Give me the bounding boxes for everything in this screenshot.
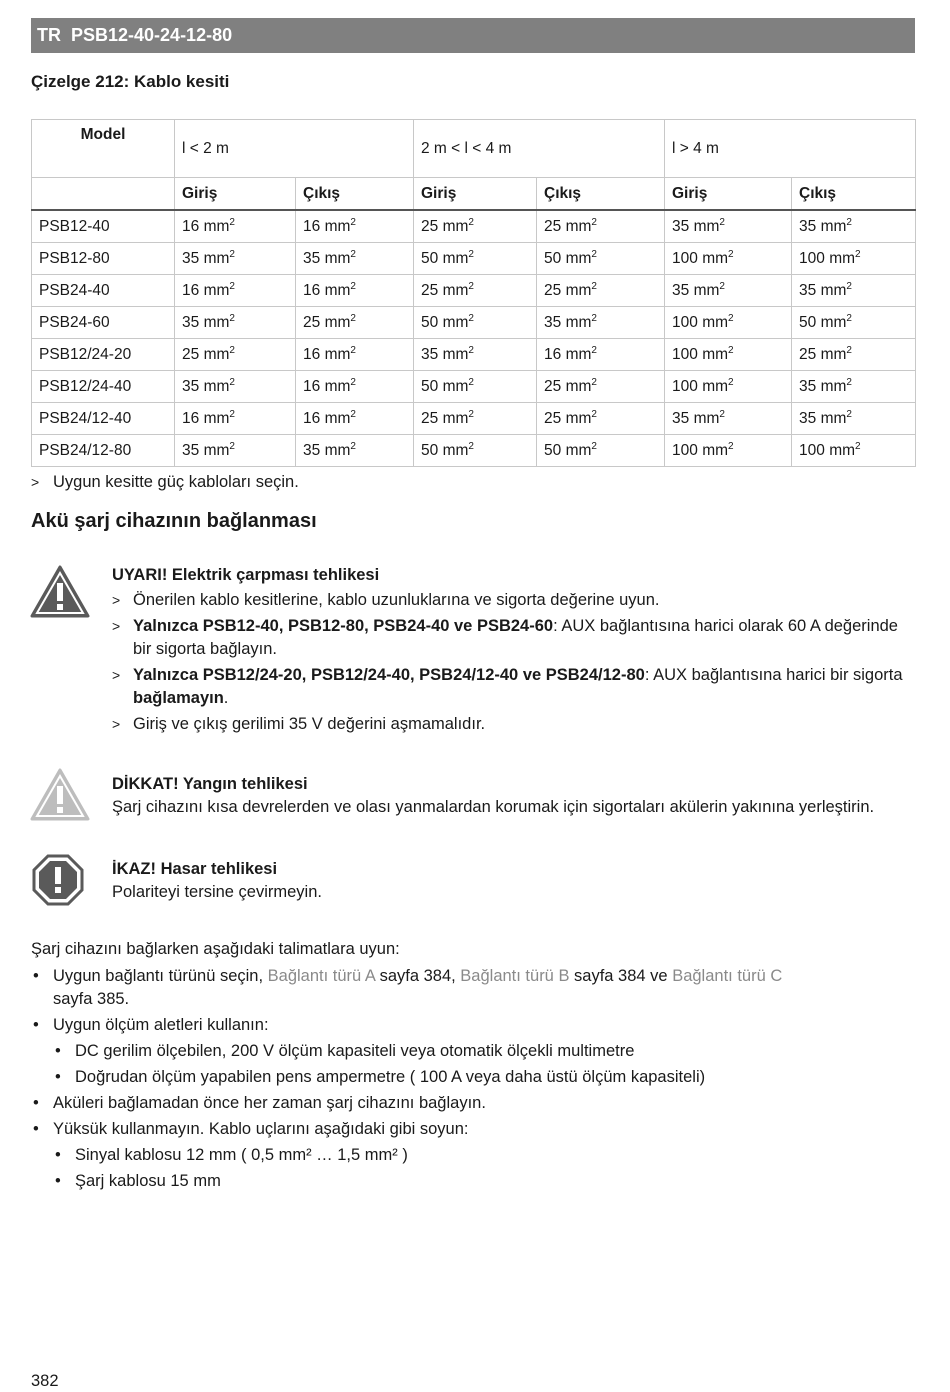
list-item: • Uygun bağlantı türünü seçin, Bağlantı türü A sayfa 384, Bağlantı türü B sayfa 384 ve Bağlantı türü C sayfa 385. <box>31 965 911 1011</box>
model-cell: PSB24-60 <box>32 307 175 339</box>
input-header: Giriş <box>414 178 537 211</box>
instructions-intro: Şarj cihazını bağlarken aşağıdaki talimatlara uyun: <box>31 940 400 958</box>
table-row <box>32 307 916 339</box>
model-cell: PSB24-40 <box>32 275 175 307</box>
arrow-marker: > <box>112 667 121 683</box>
cross-section-cell: 16 $mm^2$ <box>296 339 414 371</box>
cross-section-cell: 25 $mm^2$ <box>296 307 414 339</box>
cross-section-cell: 35 $mm^2$ <box>175 435 296 467</box>
page-header <box>31 18 915 53</box>
warning-item: > Giriş ve çıkış gerilimi 35 V değerini aşmamalıdır. <box>112 713 912 736</box>
list-item: • Uygun ölçüm aletleri kullanın: • DC gerilim ölçebilen, 200 V ölçüm kapasiteli veya otomatik ölçekli multimetre • Doğrudan ölçüm yapabilen pens ampermetre ( 100 A veya daha üstü ölçüm kapasiteli) <box>31 1014 911 1089</box>
sub-list-item: • Şarj kablosu 15 mm <box>53 1170 911 1193</box>
link-connection-type-c[interactable]: Bağlantı türü C <box>672 967 783 985</box>
cross-section-cell: 16 $mm^2$ <box>296 403 414 435</box>
fire-caution <box>112 773 912 819</box>
cross-section-cell: 50 $mm^2$ <box>792 307 916 339</box>
cross-section-cell: 35 $mm^2$ <box>792 403 916 435</box>
cross-section-cell: 35 $mm^2$ <box>175 371 296 403</box>
cross-section-cell: 50 $mm^2$ <box>414 371 537 403</box>
table-row <box>32 435 916 467</box>
range-header-long: l > 4 m <box>665 120 916 178</box>
range-header-medium: 2 m < l < 4 m <box>414 120 665 178</box>
cross-section-cell: 35 $mm^2$ <box>175 307 296 339</box>
output-header: Çıkış <box>792 178 916 211</box>
cable-cross-section-table <box>31 119 916 467</box>
notice-octagon-icon <box>32 854 84 906</box>
cross-section-cell: 35 $mm^2$ <box>296 435 414 467</box>
cross-section-cell: 16 $mm^2$ <box>175 210 296 243</box>
cross-section-cell: 16 $mm^2$ <box>296 275 414 307</box>
cross-section-cell: 100 $mm^2$ <box>665 243 792 275</box>
table-row <box>32 243 916 275</box>
cross-section-cell: 35 $mm^2$ <box>792 210 916 243</box>
section-title: Akü şarj cihazının bağlanması <box>31 510 317 532</box>
cross-section-cell: 35 $mm^2$ <box>175 243 296 275</box>
sub-list-item: • Sinyal kablosu 12 mm ( 0,5 mm² … 1,5 mm² ) <box>53 1144 911 1167</box>
cross-section-cell: 25 $mm^2$ <box>175 339 296 371</box>
blank-header-cell <box>32 178 175 211</box>
cross-section-cell: 35 $mm^2$ <box>537 307 665 339</box>
arrow-marker: > <box>112 618 121 634</box>
warning-title: UYARI! Elektrik çarpması tehlikesi <box>112 566 380 584</box>
cross-section-cell: 16 $mm^2$ <box>537 339 665 371</box>
warning-triangle-icon <box>30 565 90 618</box>
warning-item: > Önerilen kablo kesitlerine, kablo uzunluklarına ve sigorta değerine uyun. <box>112 589 912 612</box>
cable-note <box>31 473 299 492</box>
cross-section-cell: 50 $mm^2$ <box>414 435 537 467</box>
table-row <box>32 339 916 371</box>
table-sub-header-row <box>32 178 916 211</box>
range-header-short: l < 2 m <box>175 120 414 178</box>
cross-section-cell: 100 $mm^2$ <box>665 435 792 467</box>
cross-section-cell: 35 $mm^2$ <box>665 403 792 435</box>
model-cell: PSB12-40 <box>32 210 175 243</box>
caution-triangle-icon <box>30 768 90 821</box>
list-item: • Aküleri bağlamadan önce her zaman şarj cihazını bağlayın. <box>31 1092 911 1115</box>
cross-section-cell: 100 $mm^2$ <box>792 435 916 467</box>
cross-section-cell: 100 $mm^2$ <box>665 371 792 403</box>
output-header: Çıkış <box>296 178 414 211</box>
link-connection-type-a[interactable]: Bağlantı türü A <box>267 967 375 985</box>
link-connection-type-b[interactable]: Bağlantı türü B <box>460 967 570 985</box>
cross-section-cell: 50 $mm^2$ <box>537 243 665 275</box>
cross-section-cell: 25 $mm^2$ <box>414 210 537 243</box>
input-header: Giriş <box>175 178 296 211</box>
cross-section-cell: 25 $mm^2$ <box>537 275 665 307</box>
cross-section-cell: 25 $mm^2$ <box>792 339 916 371</box>
cross-section-cell: 35 $mm^2$ <box>792 275 916 307</box>
list-item: • Yüksük kullanmayın. Kablo uçlarını aşağıdaki gibi soyun: • Sinyal kablosu 12 mm ( 0,5 mm² … 1,5 mm² ) • Şarj kablosu 15 mm <box>31 1118 911 1193</box>
connection-instructions <box>31 938 911 1196</box>
arrow-marker: > <box>112 592 121 608</box>
cross-section-cell: 100 $mm^2$ <box>792 243 916 275</box>
note-text: Uygun kesitte güç kabloları seçin. <box>53 473 299 491</box>
model-cell: PSB24/12-80 <box>32 435 175 467</box>
cross-section-cell: 16 $mm^2$ <box>175 275 296 307</box>
cross-section-cell: 35 $mm^2$ <box>792 371 916 403</box>
table-row <box>32 275 916 307</box>
notice-text: Polariteyi tersine çevirmeyin. <box>112 883 322 901</box>
electric-shock-warning <box>112 564 912 739</box>
model-cell: PSB12/24-20 <box>32 339 175 371</box>
caution-text: Şarj cihazını kısa devrelerden ve olası yanmalardan korumak için sigortaları akülerin yakınına yerleştirin. <box>112 798 875 816</box>
cross-section-cell: 16 $mm^2$ <box>296 371 414 403</box>
cross-section-cell: 50 $mm^2$ <box>537 435 665 467</box>
output-header: Çıkış <box>537 178 665 211</box>
cross-section-cell: 25 $mm^2$ <box>537 210 665 243</box>
cross-section-cell: 16 $mm^2$ <box>175 403 296 435</box>
sub-list-item: • DC gerilim ölçebilen, 200 V ölçüm kapasiteli veya otomatik ölçekli multimetre <box>53 1040 911 1063</box>
model-cell: PSB24/12-40 <box>32 403 175 435</box>
cross-section-cell: 16 $mm^2$ <box>296 210 414 243</box>
damage-notice <box>112 858 912 904</box>
input-header: Giriş <box>665 178 792 211</box>
table-row <box>32 371 916 403</box>
cross-section-cell: 50 $mm^2$ <box>414 243 537 275</box>
cross-section-cell: 35 $mm^2$ <box>665 275 792 307</box>
caution-title: DİKKAT! Yangın tehlikesi <box>112 775 308 793</box>
document-model: PSB12-40-24-12-80 <box>71 25 233 45</box>
cross-section-cell: 50 $mm^2$ <box>414 307 537 339</box>
arrow-marker: > <box>31 474 40 490</box>
cross-section-cell: 100 $mm^2$ <box>665 339 792 371</box>
page-number: 382 <box>31 1372 59 1390</box>
cross-section-cell: 25 $mm^2$ <box>414 403 537 435</box>
model-cell: PSB12-80 <box>32 243 175 275</box>
model-column-header: Model <box>32 120 175 178</box>
language-code: TR <box>37 25 61 45</box>
sub-list-item: • Doğrudan ölçüm yapabilen pens ampermetre ( 100 A veya daha üstü ölçüm kapasiteli) <box>53 1066 911 1089</box>
table-caption: Çizelge 212: Kablo kesiti <box>31 72 230 91</box>
cross-section-cell: 35 $mm^2$ <box>665 210 792 243</box>
notice-title: İKAZ! Hasar tehlikesi <box>112 860 278 878</box>
cross-section-cell: 25 $mm^2$ <box>414 275 537 307</box>
table-row <box>32 403 916 435</box>
cross-section-cell: 35 $mm^2$ <box>414 339 537 371</box>
cross-section-cell: 25 $mm^2$ <box>537 403 665 435</box>
cross-section-cell: 35 $mm^2$ <box>296 243 414 275</box>
warning-item: > Yalnızca PSB12/24-20, PSB12/24-40, PSB24/12-40 ve PSB24/12-80: AUX bağlantısına harici bir sigorta bağlamayın. <box>112 666 903 707</box>
table-range-header-row <box>32 120 916 178</box>
table-row <box>32 210 916 243</box>
warning-item: > Yalnızca PSB12-40, PSB12-80, PSB24-40 ve PSB24-60: AUX bağlantısına harici olarak 60 A değerinde bir sigorta bağlayın. <box>112 617 898 658</box>
model-cell: PSB12/24-40 <box>32 371 175 403</box>
arrow-marker: > <box>112 716 121 732</box>
cross-section-cell: 100 $mm^2$ <box>665 307 792 339</box>
cross-section-cell: 25 $mm^2$ <box>537 371 665 403</box>
